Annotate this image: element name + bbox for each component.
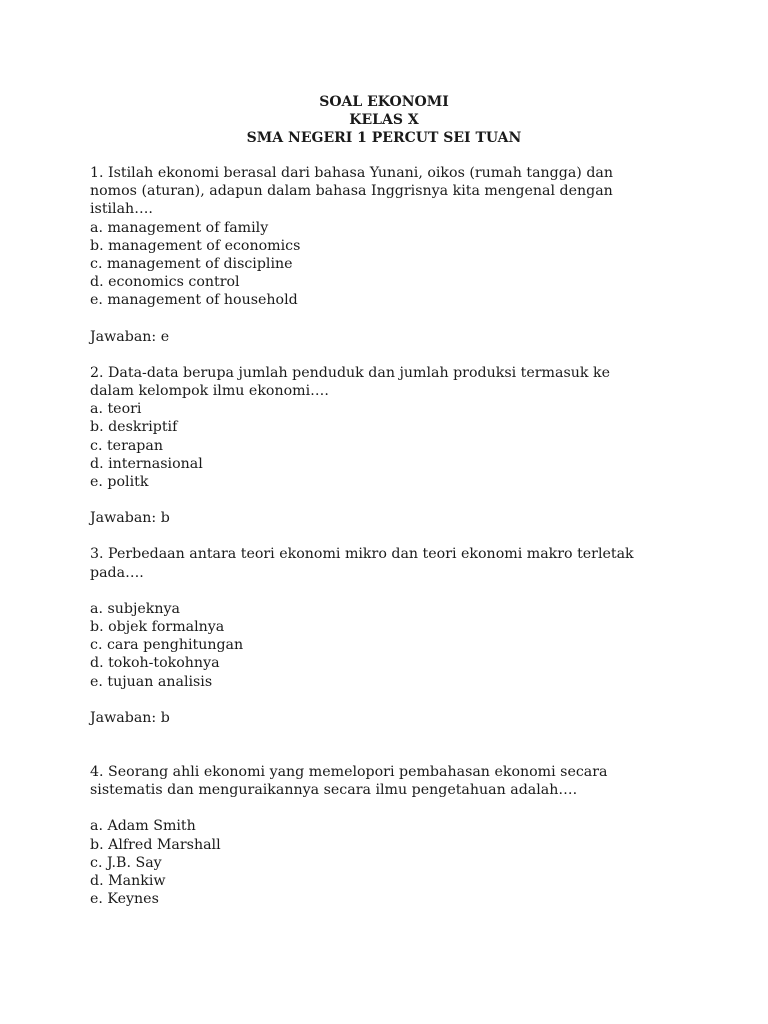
question-text-line: dalam kelompok ilmu ekonomi….: [90, 383, 329, 400]
option-a: a. management of family: [90, 219, 269, 236]
answer-key: Jawaban: b: [90, 510, 170, 527]
question-3-text: [90, 545, 660, 581]
question-1-text: [90, 164, 660, 219]
option-e: e. management of household: [90, 292, 298, 309]
option-d: d. internasional: [90, 455, 203, 472]
question-1: [90, 164, 660, 346]
question-text-line: 2. Data-data berupa jumlah penduduk dan jumlah produksi termasuk ke: [90, 364, 610, 381]
option-group: [90, 817, 660, 908]
option-c: c. management of discipline: [90, 256, 293, 273]
option-b: b. objek formalnya: [90, 619, 225, 636]
option-a: a. subjeknya: [90, 600, 180, 617]
question-list: [90, 164, 660, 909]
option-e: e. politk: [90, 474, 149, 491]
option-d: d. economics control: [90, 274, 240, 291]
option-d: d. Mankiw: [90, 873, 166, 890]
question-text-line: 4. Seorang ahli ekonomi yang memelopori pembahasan ekonomi secara: [90, 764, 608, 781]
option-a: a. Adam Smith: [90, 818, 196, 835]
answer-key: Jawaban: e: [90, 328, 170, 345]
question-4: [90, 763, 660, 908]
option-e: e. Keynes: [90, 891, 159, 908]
answer-key: Jawaban: b: [90, 709, 170, 726]
document-title: SOAL EKONOMI: [319, 94, 449, 110]
question-2: [90, 364, 660, 528]
option-b: b. management of economics: [90, 237, 301, 254]
option-b: b. Alfred Marshall: [90, 836, 221, 853]
question-text-line: pada….: [90, 564, 144, 581]
question-text-line: istilah….: [90, 201, 153, 218]
document-header: [0, 93, 768, 147]
option-a: a. teori: [90, 401, 142, 418]
question-2-text: [90, 364, 660, 400]
option-c: c. J.B. Say: [90, 854, 162, 871]
question-text-line: nomos (aturan), adapun dalam bahasa Inggrisnya kita mengenal dengan: [90, 183, 613, 200]
option-e: e. tujuan analisis: [90, 673, 213, 690]
question-text-line: 1. Istilah ekonomi berasal dari bahasa Yunani, oikos (rumah tangga) dan: [90, 165, 614, 181]
class-label: KELAS X: [349, 112, 419, 128]
option-c: c. terapan: [90, 437, 163, 454]
question-text-line: 3. Perbedaan antara teori ekonomi mikro dan teori ekonomi makro terletak: [90, 546, 634, 563]
question-text-line: sistematis dan menguraikannya secara ilmu pengetahuan adalah….: [90, 782, 578, 799]
option-group: [90, 600, 660, 691]
option-b: b. deskriptif: [90, 419, 178, 436]
question-3: [90, 545, 660, 727]
option-d: d. tokoh-tokohnya: [90, 655, 220, 672]
question-4-text: [90, 763, 660, 799]
school-name: SMA NEGERI 1 PERCUT SEI TUAN: [246, 130, 522, 146]
option-c: c. cara penghitungan: [90, 637, 244, 654]
